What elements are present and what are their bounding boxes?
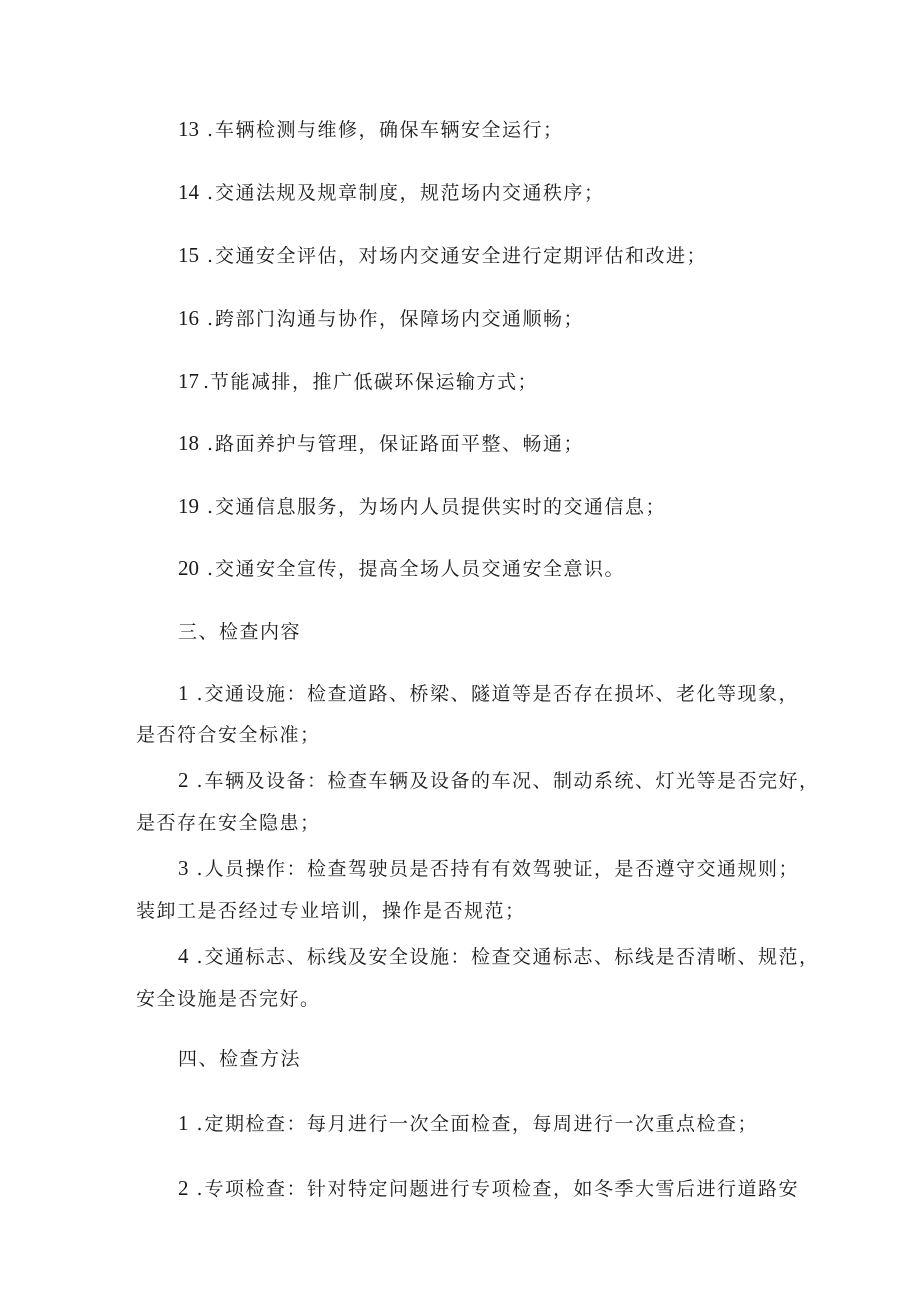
item-number: 18: [178, 431, 199, 455]
item-separator: .: [207, 245, 214, 267]
item-separator: .: [196, 1178, 203, 1200]
item-text: 专项检查：针对特定问题进行专项检查，如冬季大雪后进行道路安: [204, 1178, 800, 1200]
item-number: 3: [178, 856, 189, 880]
item-text-continuation: 装卸工是否经过专业培训，操作是否规范；: [136, 900, 526, 922]
list-item: [178, 430, 584, 457]
item-text: 交通设施：检查道路、桥梁、隧道等是否存在损坏、老化等现象，: [204, 683, 800, 705]
item-separator: .: [196, 683, 203, 705]
item-separator: .: [196, 770, 203, 792]
list-item: [178, 943, 820, 970]
item-number: 4: [178, 944, 189, 968]
item-number: 13: [178, 117, 199, 141]
item-text: 定期检查：每月进行一次全面检查，每周进行一次重点检查；: [204, 1113, 759, 1135]
item-separator: .: [196, 858, 203, 880]
item-number: 15: [178, 243, 199, 267]
item-text-continuation: 是否符合安全标准；: [136, 724, 321, 746]
list-item: [178, 179, 605, 206]
list-item: [178, 767, 820, 794]
item-number: 17: [178, 369, 199, 393]
item-text: 车辆检测与维修，确保车辆安全运行；: [215, 119, 564, 141]
item-separator: .: [207, 433, 214, 455]
item-text: 节能减排，推广低碳环保运输方式；: [210, 371, 539, 393]
item-text: 交通信息服务，为场内人员提供实时的交通信息；: [215, 496, 667, 518]
list-item: [178, 368, 538, 395]
item-text-continuation: 是否存在安全隐患；: [136, 812, 321, 834]
item-separator: .: [203, 371, 210, 393]
item-number: 16: [178, 306, 199, 330]
item-text: 交通法规及规章制度，规范场内交通秩序；: [215, 182, 605, 204]
item-text: 跨部门沟通与协作，保障场内交通顺畅；: [215, 308, 585, 330]
list-item: [178, 555, 625, 582]
item-separator: .: [196, 1113, 203, 1135]
section-heading: 四、检查方法: [178, 1048, 302, 1070]
list-item: [178, 1175, 799, 1202]
list-item: [178, 1110, 758, 1137]
item-separator: .: [207, 182, 214, 204]
item-text: 路面养护与管理，保证路面平整、畅通；: [215, 433, 585, 455]
list-item: [178, 855, 799, 882]
list-item: [178, 493, 666, 520]
item-separator: .: [196, 946, 203, 968]
item-text: 交通安全评估，对场内交通安全进行定期评估和改进；: [215, 245, 708, 267]
item-number: 2: [178, 768, 189, 792]
item-separator: .: [207, 119, 214, 141]
item-number: 19: [178, 494, 199, 518]
item-text-continuation: 安全设施是否完好。: [136, 988, 321, 1010]
list-item: [178, 305, 584, 332]
item-text: 车辆及设备：检查车辆及设备的车况、制动系统、灯光等是否完好，: [204, 770, 820, 792]
list-item: [178, 680, 799, 707]
item-number: 1: [178, 1111, 189, 1135]
item-number: 20: [178, 556, 199, 580]
item-separator: .: [207, 496, 214, 518]
item-separator: .: [207, 558, 214, 580]
section-heading: 三、检查内容: [178, 621, 302, 643]
item-text: 人员操作：检查驾驶员是否持有有效驾驶证，是否遵守交通规则；: [204, 858, 800, 880]
item-text: 交通安全宣传，提高全场人员交通安全意识。: [215, 558, 626, 580]
item-number: 1: [178, 681, 189, 705]
item-number: 14: [178, 180, 199, 204]
list-item: [178, 116, 564, 143]
list-item: [178, 242, 707, 269]
item-number: 2: [178, 1176, 189, 1200]
item-text: 交通标志、标线及安全设施：检查交通标志、标线是否清晰、规范，: [204, 946, 820, 968]
item-separator: .: [207, 308, 214, 330]
